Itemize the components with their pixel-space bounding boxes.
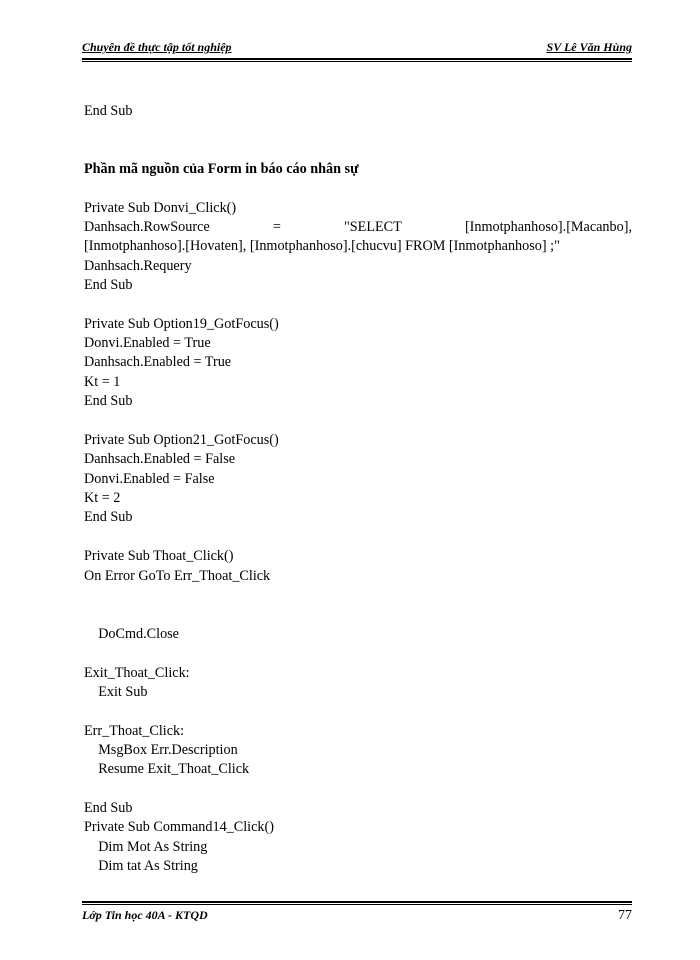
code-line: Kt = 2: [84, 490, 121, 506]
code-line: Exit_Thoat_Click:: [84, 665, 190, 681]
header-rule: [82, 58, 632, 60]
code-line: Dim Mot As String: [84, 839, 208, 855]
code-token: =: [272, 219, 281, 235]
code-line: [Inmotphanhoso].[Hovaten], [Inmotphanhoso].[chucvu] FROM [Inmotphanhoso] ;": [84, 238, 560, 254]
code-line: On Error GoTo Err_Thoat_Click: [84, 568, 271, 584]
code-line: MsgBox Err.Description: [84, 742, 238, 758]
code-token: Danhsach.RowSource: [84, 219, 210, 235]
footer-rule: [82, 901, 632, 903]
code-line: Private Sub Option21_GotFocus(): [84, 432, 279, 448]
page-header: [82, 40, 632, 58]
code-line: End Sub: [84, 800, 133, 816]
header-author: SV Lê Văn Hùng: [546, 40, 632, 54]
code-token: [Inmotphanhoso].[Macanbo],: [464, 219, 632, 235]
code-line: Dim tat As String: [84, 858, 198, 874]
code-line: Donvi.Enabled = False: [84, 471, 215, 487]
code-line: Exit Sub: [84, 684, 148, 700]
code-line: Danhsach.Enabled = True: [84, 354, 232, 370]
section-heading: Phần mã nguồn của Form in báo cáo nhân sự: [84, 161, 359, 177]
code-line: Kt = 1: [84, 374, 121, 390]
code-token: "SELECT: [343, 219, 402, 235]
code-line: Donvi.Enabled = True: [84, 335, 211, 351]
footer-class-label: Lớp Tin học 40A - KTQD: [82, 908, 208, 922]
page-number: 77: [618, 908, 632, 923]
code-line: Danhsach.Requery: [84, 258, 192, 274]
code-line: Private Sub Thoat_Click(): [84, 548, 234, 564]
header-rule-thin: [82, 61, 632, 62]
page-footer: [82, 906, 632, 926]
code-line: DoCmd.Close: [84, 626, 179, 642]
code-line-rowsource: [84, 218, 632, 237]
code-line: Private Sub Donvi_Click(): [84, 200, 237, 216]
code-line: Private Sub Option19_GotFocus(): [84, 316, 279, 332]
code-line: Private Sub Command14_Click(): [84, 819, 274, 835]
code-line: Danhsach.Enabled = False: [84, 451, 236, 467]
code-line: Err_Thoat_Click:: [84, 723, 185, 739]
code-line: End Sub: [84, 509, 133, 525]
code-line: Resume Exit_Thoat_Click: [84, 761, 250, 777]
code-line: End Sub: [84, 103, 133, 119]
footer-rule-thin: [82, 904, 632, 905]
code-line: End Sub: [84, 277, 133, 293]
code-line: End Sub: [84, 393, 133, 409]
header-document-title: Chuyên đề thực tập tốt nghiệp: [82, 40, 232, 54]
